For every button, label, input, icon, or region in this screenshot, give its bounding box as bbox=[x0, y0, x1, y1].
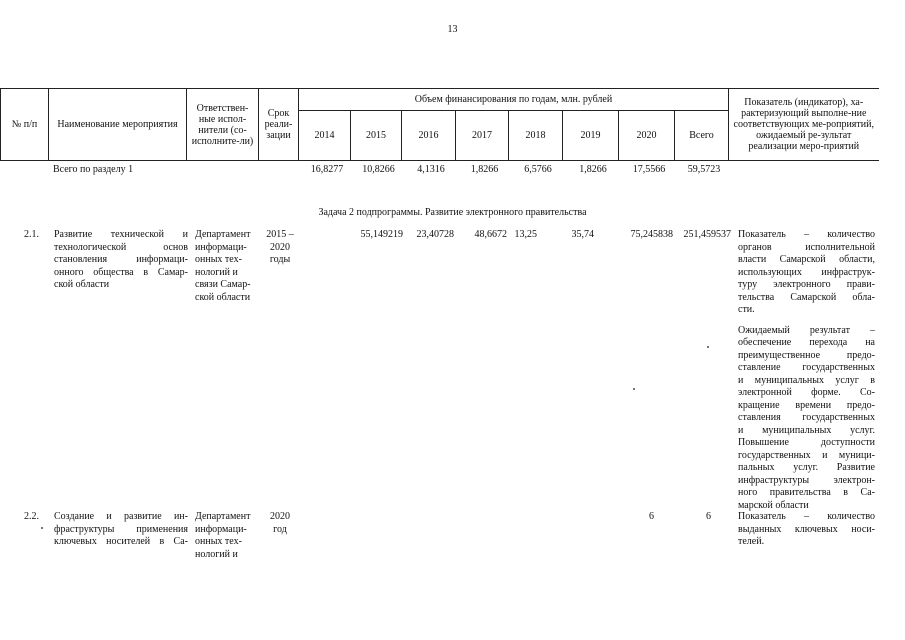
text-line: электронной форме. Со- bbox=[738, 387, 875, 398]
funding-value: 75,245838 bbox=[630, 229, 673, 240]
total-value: 16,8277 bbox=[310, 164, 344, 175]
text-line: тельства Самарской обла- bbox=[738, 291, 875, 303]
col-header-responsible: Ответствен-ные испол-нители (со-исполните-ли) bbox=[187, 89, 259, 161]
funding-value: 6 bbox=[649, 511, 654, 522]
scan-speck bbox=[707, 346, 709, 348]
page-number: 13 bbox=[447, 24, 458, 35]
text-line: Развитие технической и bbox=[54, 229, 188, 240]
text-line: и муниципальных услуг. bbox=[738, 424, 875, 436]
responsible-executor bbox=[195, 511, 261, 561]
funding-value: 13,25 bbox=[514, 229, 537, 240]
text-line: Ожидаемый результат – bbox=[738, 324, 875, 336]
total-value: 59,5723 bbox=[687, 164, 721, 175]
text-line: обеспечение перехода на bbox=[738, 337, 875, 348]
text-line: туру электронного прави- bbox=[738, 279, 875, 290]
indicator-paragraph bbox=[738, 325, 875, 513]
text-line: онного общества в Самар- bbox=[54, 266, 188, 278]
text-line: 2020 bbox=[270, 241, 290, 253]
text-line: использующих инфраструк- bbox=[738, 266, 875, 278]
text-line: ской области bbox=[195, 291, 251, 303]
total-value: 1,8266 bbox=[579, 164, 607, 175]
text-line: становления информаци- bbox=[54, 254, 188, 265]
table-header bbox=[0, 88, 879, 161]
text-line: пальных услуг. Развитие bbox=[738, 462, 875, 473]
text-line: сти. bbox=[738, 304, 755, 315]
text-line: ставления государственных bbox=[738, 412, 875, 423]
row-number: 2.2. bbox=[24, 511, 39, 522]
col-header-year: 2014 bbox=[299, 111, 351, 161]
text-line: телей. bbox=[738, 536, 765, 547]
total-value: 4,1316 bbox=[417, 164, 445, 175]
col-header-name: Наименование мероприятия bbox=[49, 89, 187, 161]
text-line: ской области bbox=[54, 279, 110, 290]
funding-value: 55,149219 bbox=[360, 229, 403, 240]
text-line: органов исполнительной bbox=[738, 241, 875, 253]
section-total-label: Всего по разделу 1 bbox=[53, 164, 134, 175]
text-line: онных тех- bbox=[195, 254, 242, 265]
total-value: 10,8266 bbox=[362, 164, 395, 175]
text-line: Повышение доступности bbox=[738, 437, 875, 448]
text-line: Департамент bbox=[195, 229, 251, 240]
text-line: государственных и муници- bbox=[738, 449, 875, 461]
text-line: марской области bbox=[738, 499, 809, 511]
scan-speck bbox=[633, 388, 635, 390]
total-value: 1,8266 bbox=[470, 164, 499, 175]
col-header-indicator: Показатель (индикатор), ха-рактеризующий выполне-ние соответствующих ме-роприятий, ожидаемый ре-зультат реализации меро-приятий bbox=[729, 89, 879, 161]
funding-value: 35,74 bbox=[571, 229, 594, 240]
col-header-term: Срок реали-зации bbox=[259, 89, 299, 161]
text-line: Показатель – количество bbox=[738, 511, 875, 522]
text-line: 2020 bbox=[270, 511, 290, 522]
implementation-term bbox=[262, 229, 298, 267]
activity-name bbox=[54, 229, 188, 292]
funding-value: 48,6672 bbox=[474, 229, 507, 240]
text-line: нологий и bbox=[195, 548, 238, 560]
total-value: 6,5766 bbox=[524, 164, 552, 175]
text-line: кращение времени предо- bbox=[738, 399, 875, 411]
text-line: год bbox=[273, 523, 287, 535]
text-line: инфраструктуры электрон- bbox=[738, 474, 875, 486]
text-line: 2015 – bbox=[266, 229, 294, 240]
indicator-text bbox=[738, 511, 875, 549]
task-heading: Задача 2 подпрограммы. Развитие электронного правительства bbox=[318, 207, 587, 218]
funding-value: 251,459537 bbox=[683, 229, 731, 240]
indicator-text bbox=[738, 229, 875, 512]
text-line: ставление государственных bbox=[738, 362, 875, 373]
scan-speck bbox=[41, 527, 43, 529]
funding-value: 6 bbox=[706, 511, 711, 522]
text-line: нологий и bbox=[195, 266, 238, 278]
implementation-term bbox=[262, 511, 298, 536]
col-header-year: 2016 bbox=[402, 111, 456, 161]
col-header-year: 2017 bbox=[456, 111, 509, 161]
col-header-year: 2018 bbox=[509, 111, 563, 161]
text-line: Показатель – количество bbox=[738, 229, 875, 240]
text-line: Департамент bbox=[195, 511, 251, 522]
activity-name bbox=[54, 511, 188, 549]
indicator-paragraph bbox=[738, 229, 875, 317]
col-header-total: Всего bbox=[675, 111, 729, 161]
col-header-year: 2020 bbox=[619, 111, 675, 161]
text-line: информаци- bbox=[195, 523, 247, 535]
text-line: фраструктуры применения bbox=[54, 523, 188, 535]
text-line: технологической основ bbox=[54, 241, 188, 253]
row-number: 2.1. bbox=[24, 229, 39, 240]
total-value: 17,5566 bbox=[632, 164, 666, 175]
text-line: ного правительства в Са- bbox=[738, 487, 875, 498]
text-line: власти Самарской области, bbox=[738, 254, 875, 265]
text-line: онных тех- bbox=[195, 536, 242, 547]
col-header-num: № п/п bbox=[1, 89, 49, 161]
text-line: преимущественное предо- bbox=[738, 349, 875, 361]
text-line: выданных ключевых носи- bbox=[738, 523, 875, 535]
responsible-executor bbox=[195, 229, 261, 304]
text-line: и муниципальных услуг в bbox=[738, 374, 875, 386]
text-line: годы bbox=[269, 254, 291, 265]
text-line: связи Самар- bbox=[195, 279, 251, 290]
text-line: информаци- bbox=[195, 241, 247, 253]
funding-value: 23,40728 bbox=[416, 229, 454, 240]
col-header-funding: Объем финансирования по годам, млн. рублей bbox=[299, 89, 729, 111]
col-header-year: 2015 bbox=[351, 111, 402, 161]
text-line: Создание и развитие ин- bbox=[54, 511, 188, 522]
col-header-year: 2019 bbox=[563, 111, 619, 161]
text-line: ключевых носителей в Са- bbox=[54, 536, 188, 547]
